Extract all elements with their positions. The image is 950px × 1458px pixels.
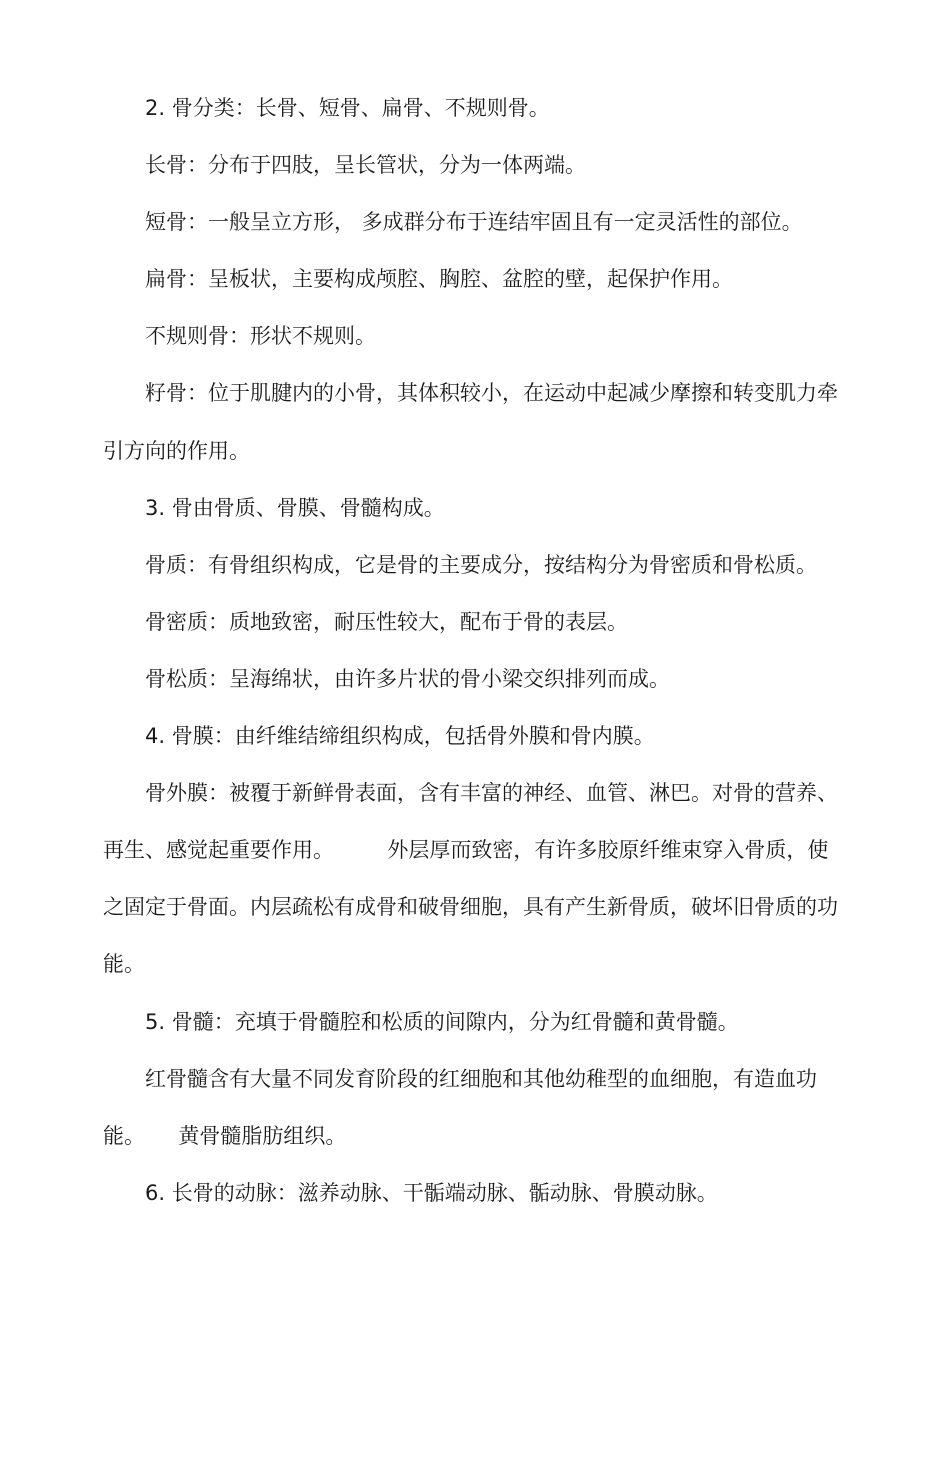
paragraph-flat-bone: 扁骨：呈板状，主要构成颅腔、胸腔、盆腔的壁，起保护作用。 (145, 267, 733, 292)
document-body (103, 80, 843, 1222)
paragraph-bone-substance: 骨质：有骨组织构成，它是骨的主要成分，按结构分为骨密质和骨松质。 (145, 552, 817, 577)
paragraph-compact-bone: 骨密质：质地致密，耐压性较大，配布于骨的表层。 (145, 609, 628, 634)
paragraph-short-bone: 短骨：一般呈立方形， 多成群分布于连结牢固且有一定灵活性的部位。 (145, 210, 803, 235)
paragraph-bone-marrow: 5. 骨髓：充填于骨髓腔和松质的间隙内，分为红骨髓和黄骨髓。 (145, 1009, 739, 1034)
paragraph-long-bone: 长骨：分布于四肢，呈长管状，分为一体两端。 (145, 153, 586, 178)
paragraph-outer-periosteum: 骨外膜：被覆于新鲜骨表面，含有丰富的神经、血管、淋巴。对骨的营养、再生、感觉起重要作用。 外层厚而致密，有许多胶原纤维束穿入骨质，使之固定于骨面。内层疏松有成骨和破骨细胞，具有产生新骨质，破坏旧骨质的功能。 (103, 781, 838, 977)
paragraph-bone-classification: 2. 骨分类：长骨、短骨、扁骨、不规则骨。 (145, 96, 550, 120)
paragraph-spongy-bone: 骨松质：呈海绵状，由许多片状的骨小梁交织排列而成。 (145, 666, 670, 691)
paragraph-sesamoid-bone: 籽骨：位于肌腱内的小骨，其体积较小，在运动中起减少摩擦和转变肌力牵引方向的作用。 (103, 381, 838, 463)
paragraph-long-bone-arteries: 6. 长骨的动脉：滋养动脉、干骺端动脉、骺动脉、骨膜动脉。 (145, 1180, 718, 1205)
paragraph-periosteum: 4. 骨膜：由纤维结缔组织构成，包括骨外膜和骨内膜。 (145, 724, 655, 749)
paragraph-red-yellow-marrow: 红骨髓含有大量不同发育阶段的红细胞和其他幼稚型的血细胞，有造血功能。 黄骨髓脂肪组织。 (103, 1066, 817, 1148)
paragraph-irregular-bone: 不规则骨：形状不规则。 (145, 324, 376, 349)
paragraph-bone-composition: 3. 骨由骨质、骨膜、骨髓构成。 (145, 495, 445, 520)
